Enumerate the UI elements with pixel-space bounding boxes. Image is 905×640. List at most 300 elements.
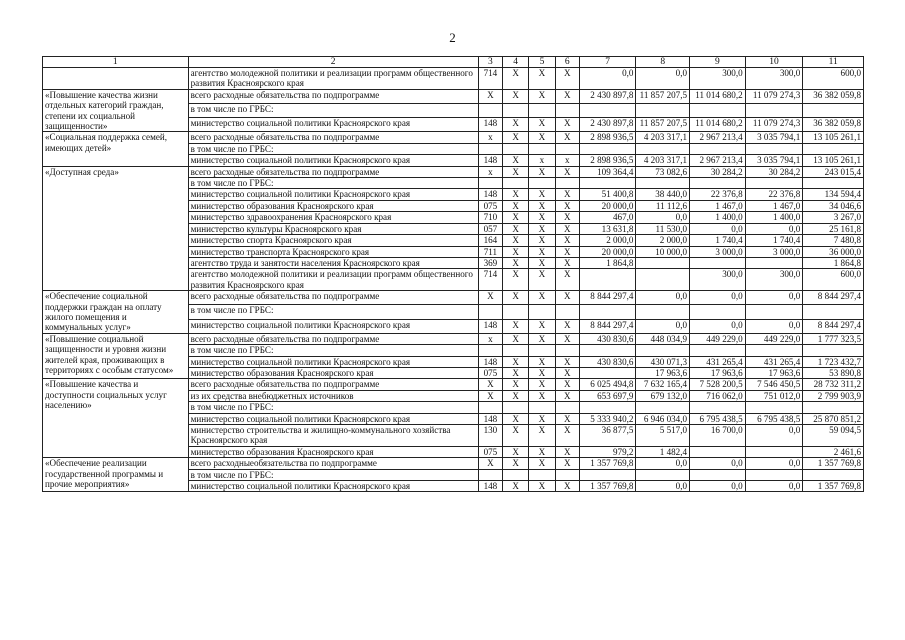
x-mark <box>555 143 579 154</box>
amount-col11 <box>803 178 864 189</box>
amount-col8: 0,0 <box>636 212 690 223</box>
amount-col7 <box>579 178 636 189</box>
amount-col9: 2 967 213,4 <box>690 155 746 166</box>
x-mark: Х <box>555 356 579 367</box>
amount-col8: 10 000,0 <box>636 246 690 257</box>
row-label: всего расходные обязательства по подпрограмме <box>188 379 478 390</box>
x-mark: Х <box>529 118 555 132</box>
subprogram-name: «Повышение качества и доступности социальных услуг населению» <box>43 379 189 458</box>
amount-col8: 0,0 <box>636 291 690 305</box>
amount-col8: 7 632 165,4 <box>636 379 690 390</box>
x-mark: Х <box>555 118 579 132</box>
x-mark: Х <box>529 89 555 103</box>
x-mark: Х <box>555 132 579 143</box>
row-label: агентство молодежной политики и реализации программ общественного развития Красноярского края <box>188 269 478 291</box>
amount-col8: 448 034,9 <box>636 333 690 344</box>
amount-col9 <box>690 446 746 457</box>
x-mark: х <box>555 155 579 166</box>
x-mark: Х <box>529 413 555 424</box>
x-mark: Х <box>503 379 529 390</box>
amount-col11: 1 777 323,5 <box>803 333 864 344</box>
amount-col10: 11 079 274,3 <box>745 118 803 132</box>
x-mark: Х <box>503 246 529 257</box>
amount-col11: 600,0 <box>803 68 864 90</box>
x-mark: Х <box>555 413 579 424</box>
amount-col10: 751 012,0 <box>745 390 803 401</box>
x-mark: Х <box>503 200 529 211</box>
row-label: министерство образования Красноярского края <box>188 367 478 378</box>
x-mark: Х <box>503 189 529 200</box>
amount-col8: 5 517,0 <box>636 425 690 447</box>
column-number: 9 <box>690 57 746 68</box>
amount-col8: 11 112,6 <box>636 200 690 211</box>
amount-col10 <box>745 257 803 268</box>
grbs-code <box>478 469 502 480</box>
x-mark <box>503 469 529 480</box>
grbs-code <box>478 305 502 319</box>
amount-col8: 1 482,4 <box>636 446 690 457</box>
amount-col11: 1 864,8 <box>803 257 864 268</box>
row-label: агентство труда и занятости населения Красноярского края <box>188 257 478 268</box>
amount-col9: 1 400,0 <box>690 212 746 223</box>
amount-col8 <box>636 269 690 291</box>
column-number: 4 <box>503 57 529 68</box>
column-number: 6 <box>555 57 579 68</box>
amount-col10 <box>745 104 803 118</box>
amount-col9 <box>690 143 746 154</box>
amount-col11: 36 382 059,8 <box>803 89 864 103</box>
amount-col7: 8 844 297,4 <box>579 319 636 333</box>
amount-col7: 1 357 769,8 <box>579 458 636 469</box>
x-mark: Х <box>529 235 555 246</box>
amount-col9: 0,0 <box>690 319 746 333</box>
amount-col10: 0,0 <box>745 425 803 447</box>
amount-col11: 34 046,6 <box>803 200 864 211</box>
row-label: в том числе по ГРБС: <box>188 104 478 118</box>
table-row <box>43 333 864 344</box>
amount-col8 <box>636 469 690 480</box>
subprogram-name: «Доступная среда» <box>43 166 189 290</box>
amount-col10: 0,0 <box>745 291 803 305</box>
row-label: всего расходные обязательства по подпрограмме <box>188 132 478 143</box>
row-label: из их средства внебюджетных источников <box>188 390 478 401</box>
amount-col11: 13 105 261,1 <box>803 155 864 166</box>
amount-col7 <box>579 469 636 480</box>
x-mark: Х <box>555 333 579 344</box>
amount-col9: 431 265,4 <box>690 356 746 367</box>
amount-col11 <box>803 345 864 356</box>
amount-col9 <box>690 257 746 268</box>
amount-col10: 30 284,2 <box>745 166 803 177</box>
amount-col8: 0,0 <box>636 458 690 469</box>
x-mark: Х <box>529 189 555 200</box>
x-mark <box>529 305 555 319</box>
amount-col9: 0,0 <box>690 481 746 492</box>
subprogram-name: «Повышение социальной защищенности и уровня жизни жителей края, проживающих в территориях с особым статусом» <box>43 333 189 379</box>
amount-col7: 1 864,8 <box>579 257 636 268</box>
x-mark: Х <box>555 458 579 469</box>
amount-col7 <box>579 143 636 154</box>
x-mark: Х <box>555 166 579 177</box>
amount-col11: 243 015,4 <box>803 166 864 177</box>
x-mark <box>555 345 579 356</box>
amount-col7: 467,0 <box>579 212 636 223</box>
amount-col9: 449 229,0 <box>690 333 746 344</box>
grbs-code: 369 <box>478 257 502 268</box>
amount-col7: 13 631,8 <box>579 223 636 234</box>
amount-col10: 431 265,4 <box>745 356 803 367</box>
amount-col7: 430 830,6 <box>579 333 636 344</box>
amount-col10: 3 035 794,1 <box>745 155 803 166</box>
column-number: 7 <box>579 57 636 68</box>
amount-col11: 25 870 851,2 <box>803 413 864 424</box>
grbs-code: 148 <box>478 319 502 333</box>
amount-col8: 11 530,0 <box>636 223 690 234</box>
x-mark: Х <box>555 425 579 447</box>
x-mark: Х <box>503 166 529 177</box>
row-label: министерство социальной политики Красноярского края <box>188 155 478 166</box>
amount-col10 <box>745 402 803 413</box>
subprogram-name: «Обеспечение реализации государственной программы и прочие мероприятия» <box>43 458 189 492</box>
amount-col9 <box>690 345 746 356</box>
amount-col8: 11 857 207,5 <box>636 89 690 103</box>
x-mark: Х <box>503 235 529 246</box>
x-mark: Х <box>529 132 555 143</box>
column-number: 11 <box>803 57 864 68</box>
amount-col7 <box>579 367 636 378</box>
x-mark <box>529 178 555 189</box>
amount-col10: 17 963,6 <box>745 367 803 378</box>
amount-col10 <box>745 305 803 319</box>
amount-col10: 22 376,8 <box>745 189 803 200</box>
grbs-code: 710 <box>478 212 502 223</box>
amount-col10: 7 546 450,5 <box>745 379 803 390</box>
amount-col7: 2 430 897,8 <box>579 89 636 103</box>
amount-col11 <box>803 143 864 154</box>
amount-col11: 28 732 311,2 <box>803 379 864 390</box>
amount-col9: 0,0 <box>690 223 746 234</box>
column-number: 2 <box>188 57 478 68</box>
grbs-code: 148 <box>478 155 502 166</box>
x-mark <box>555 469 579 480</box>
amount-col11: 25 161,8 <box>803 223 864 234</box>
amount-col7 <box>579 269 636 291</box>
amount-col8 <box>636 345 690 356</box>
x-mark: Х <box>529 200 555 211</box>
grbs-code <box>478 178 502 189</box>
amount-col10 <box>745 446 803 457</box>
x-mark: Х <box>529 269 555 291</box>
amount-col11: 1 357 769,8 <box>803 481 864 492</box>
amount-col9 <box>690 469 746 480</box>
x-mark: Х <box>503 212 529 223</box>
x-mark: Х <box>503 118 529 132</box>
amount-col10: 0,0 <box>745 481 803 492</box>
amount-col8: 17 963,6 <box>636 367 690 378</box>
row-label: министерство социальной политики Красноярского края <box>188 356 478 367</box>
x-mark: Х <box>503 446 529 457</box>
amount-col10: 0,0 <box>745 319 803 333</box>
amount-col11: 600,0 <box>803 269 864 291</box>
amount-col9: 2 967 213,4 <box>690 132 746 143</box>
amount-col10 <box>745 143 803 154</box>
row-label: в том числе по ГРБС: <box>188 143 478 154</box>
grbs-code: 148 <box>478 481 502 492</box>
grbs-code: 075 <box>478 200 502 211</box>
table-row <box>43 379 864 390</box>
x-mark: Х <box>555 200 579 211</box>
amount-col9: 11 014 680,2 <box>690 89 746 103</box>
amount-col7: 6 025 494,8 <box>579 379 636 390</box>
x-mark: Х <box>503 425 529 447</box>
grbs-code: 714 <box>478 269 502 291</box>
row-label: всего расходные обязательства по подпрограмме <box>188 166 478 177</box>
grbs-code: 714 <box>478 68 502 90</box>
amount-col8: 679 132,0 <box>636 390 690 401</box>
amount-col7: 51 400,8 <box>579 189 636 200</box>
x-mark: Х <box>555 257 579 268</box>
amount-col7: 20 000,0 <box>579 200 636 211</box>
amount-col8: 0,0 <box>636 481 690 492</box>
row-label: всего расходные обязательства по подпрограмме <box>188 333 478 344</box>
x-mark: Х <box>555 481 579 492</box>
x-mark <box>555 402 579 413</box>
x-mark: Х <box>503 319 529 333</box>
x-mark <box>555 305 579 319</box>
amount-col9: 7 528 200,5 <box>690 379 746 390</box>
amount-col7: 2 898 936,5 <box>579 155 636 166</box>
x-mark: Х <box>555 367 579 378</box>
grbs-code: Х <box>478 291 502 305</box>
amount-col8: 73 082,6 <box>636 166 690 177</box>
table-row <box>43 132 864 143</box>
x-mark: Х <box>529 257 555 268</box>
x-mark: Х <box>503 481 529 492</box>
column-number-row <box>43 57 864 68</box>
x-mark: Х <box>503 68 529 90</box>
amount-col11: 36 000,0 <box>803 246 864 257</box>
x-mark: Х <box>503 458 529 469</box>
row-label: агентство молодежной политики и реализации программ общественного развития Красноярского края <box>188 68 478 90</box>
amount-col11: 53 890,8 <box>803 367 864 378</box>
x-mark: Х <box>555 246 579 257</box>
grbs-code: 148 <box>478 189 502 200</box>
row-label: министерство строительства и жилищно-коммунального хозяйства Красноярского края <box>188 425 478 447</box>
x-mark: Х <box>529 166 555 177</box>
grbs-code <box>478 143 502 154</box>
x-mark: Х <box>529 212 555 223</box>
amount-col11 <box>803 402 864 413</box>
amount-col8: 0,0 <box>636 68 690 90</box>
row-label: всего расходныеобязательства по подпрограмме <box>188 458 478 469</box>
table-row <box>43 68 864 90</box>
x-mark: Х <box>503 291 529 305</box>
page-number: 2 <box>449 30 456 45</box>
x-mark <box>529 143 555 154</box>
x-mark: Х <box>503 257 529 268</box>
row-label: в том числе по ГРБС: <box>188 469 478 480</box>
x-mark: Х <box>503 155 529 166</box>
x-mark: Х <box>529 446 555 457</box>
amount-col7 <box>579 104 636 118</box>
amount-col7: 653 697,9 <box>579 390 636 401</box>
amount-col10: 6 795 438,5 <box>745 413 803 424</box>
row-label: министерство культуры Красноярского края <box>188 223 478 234</box>
amount-col7: 1 357 769,8 <box>579 481 636 492</box>
x-mark: Х <box>503 333 529 344</box>
x-mark: Х <box>529 223 555 234</box>
amount-col9: 30 284,2 <box>690 166 746 177</box>
subprogram-name: «Повышение качества жизни отдельных категорий граждан, степени их социальной защищенности» <box>43 89 189 132</box>
amount-col11 <box>803 469 864 480</box>
column-number: 8 <box>636 57 690 68</box>
x-mark: Х <box>555 446 579 457</box>
table-row <box>43 458 864 469</box>
amount-col11: 2 799 903,9 <box>803 390 864 401</box>
amount-col11 <box>803 104 864 118</box>
x-mark: Х <box>529 367 555 378</box>
x-mark: Х <box>529 319 555 333</box>
x-mark: Х <box>555 68 579 90</box>
row-label: министерство транспорта Красноярского края <box>188 246 478 257</box>
x-mark: Х <box>529 379 555 390</box>
grbs-code: 148 <box>478 356 502 367</box>
amount-col11 <box>803 305 864 319</box>
row-label: министерство образования Красноярского края <box>188 446 478 457</box>
subprogram-name <box>43 68 189 90</box>
amount-col8: 4 203 317,1 <box>636 132 690 143</box>
x-mark <box>529 104 555 118</box>
row-label: в том числе по ГРБС: <box>188 305 478 319</box>
grbs-code: Х <box>478 390 502 401</box>
row-label: всего расходные обязательства по подпрограмме <box>188 291 478 305</box>
column-number: 1 <box>43 57 189 68</box>
grbs-code: х <box>478 333 502 344</box>
amount-col8 <box>636 305 690 319</box>
amount-col10 <box>745 178 803 189</box>
x-mark: Х <box>529 356 555 367</box>
grbs-code: 075 <box>478 367 502 378</box>
amount-col11: 1 357 769,8 <box>803 458 864 469</box>
amount-col11: 36 382 059,8 <box>803 118 864 132</box>
x-mark: Х <box>529 291 555 305</box>
amount-col9: 300,0 <box>690 68 746 90</box>
x-mark: Х <box>529 246 555 257</box>
amount-col7: 2 430 897,8 <box>579 118 636 132</box>
amount-col10 <box>745 345 803 356</box>
x-mark: Х <box>503 269 529 291</box>
row-label: в том числе по ГРБС: <box>188 178 478 189</box>
row-label: всего расходные обязательства по подпрограмме <box>188 89 478 103</box>
amount-col10: 1 740,4 <box>745 235 803 246</box>
amount-col9: 0,0 <box>690 458 746 469</box>
amount-col11: 134 594,4 <box>803 189 864 200</box>
amount-col11: 1 723 432,7 <box>803 356 864 367</box>
amount-col10: 1 467,0 <box>745 200 803 211</box>
x-mark <box>503 345 529 356</box>
x-mark <box>503 305 529 319</box>
amount-col7: 2 000,0 <box>579 235 636 246</box>
amount-col10: 0,0 <box>745 458 803 469</box>
amount-col11: 7 480,8 <box>803 235 864 246</box>
amount-col8: 4 203 317,1 <box>636 155 690 166</box>
amount-col10: 300,0 <box>745 68 803 90</box>
amount-col8 <box>636 104 690 118</box>
x-mark: Х <box>555 319 579 333</box>
amount-col7: 109 364,4 <box>579 166 636 177</box>
subprogram-name: «Социальная поддержка семей, имеющих детей» <box>43 132 189 166</box>
column-number: 3 <box>478 57 502 68</box>
x-mark: Х <box>529 333 555 344</box>
amount-col8: 6 946 034,0 <box>636 413 690 424</box>
amount-col7: 5 333 940,2 <box>579 413 636 424</box>
amount-col11: 13 105 261,1 <box>803 132 864 143</box>
grbs-code: 130 <box>478 425 502 447</box>
x-mark: Х <box>503 89 529 103</box>
grbs-code: 148 <box>478 118 502 132</box>
amount-col10: 11 079 274,3 <box>745 89 803 103</box>
amount-col9: 716 062,0 <box>690 390 746 401</box>
x-mark: Х <box>529 425 555 447</box>
x-mark: Х <box>503 390 529 401</box>
amount-col9: 1 467,0 <box>690 200 746 211</box>
grbs-code <box>478 345 502 356</box>
grbs-code: 711 <box>478 246 502 257</box>
x-mark: Х <box>529 390 555 401</box>
grbs-code <box>478 104 502 118</box>
column-number: 5 <box>529 57 555 68</box>
amount-col8 <box>636 143 690 154</box>
row-label: министерство образования Красноярского края <box>188 200 478 211</box>
amount-col9 <box>690 104 746 118</box>
amount-col10: 300,0 <box>745 269 803 291</box>
x-mark <box>503 104 529 118</box>
amount-col7 <box>579 402 636 413</box>
x-mark: Х <box>555 390 579 401</box>
amount-col10: 3 035 794,1 <box>745 132 803 143</box>
amount-col9: 16 700,0 <box>690 425 746 447</box>
x-mark <box>529 345 555 356</box>
grbs-code: х <box>478 132 502 143</box>
amount-col7: 2 898 936,5 <box>579 132 636 143</box>
amount-col9: 1 740,4 <box>690 235 746 246</box>
amount-col7: 36 877,5 <box>579 425 636 447</box>
amount-col9: 6 795 438,5 <box>690 413 746 424</box>
budget-table <box>42 56 864 492</box>
x-mark: Х <box>503 367 529 378</box>
x-mark <box>555 104 579 118</box>
amount-col9 <box>690 305 746 319</box>
amount-col11: 59 094,5 <box>803 425 864 447</box>
amount-col7: 20 000,0 <box>579 246 636 257</box>
amount-col11: 8 844 297,4 <box>803 291 864 305</box>
amount-col10: 449 229,0 <box>745 333 803 344</box>
amount-col10 <box>745 469 803 480</box>
x-mark: Х <box>503 413 529 424</box>
row-label: в том числе по ГРБС: <box>188 345 478 356</box>
grbs-code: х <box>478 166 502 177</box>
x-mark: Х <box>555 223 579 234</box>
amount-col10: 1 400,0 <box>745 212 803 223</box>
x-mark: Х <box>503 223 529 234</box>
amount-col9: 3 000,0 <box>690 246 746 257</box>
amount-col9: 22 376,8 <box>690 189 746 200</box>
x-mark: Х <box>529 68 555 90</box>
x-mark: Х <box>555 212 579 223</box>
grbs-code: 057 <box>478 223 502 234</box>
column-number: 10 <box>745 57 803 68</box>
grbs-code: 148 <box>478 413 502 424</box>
